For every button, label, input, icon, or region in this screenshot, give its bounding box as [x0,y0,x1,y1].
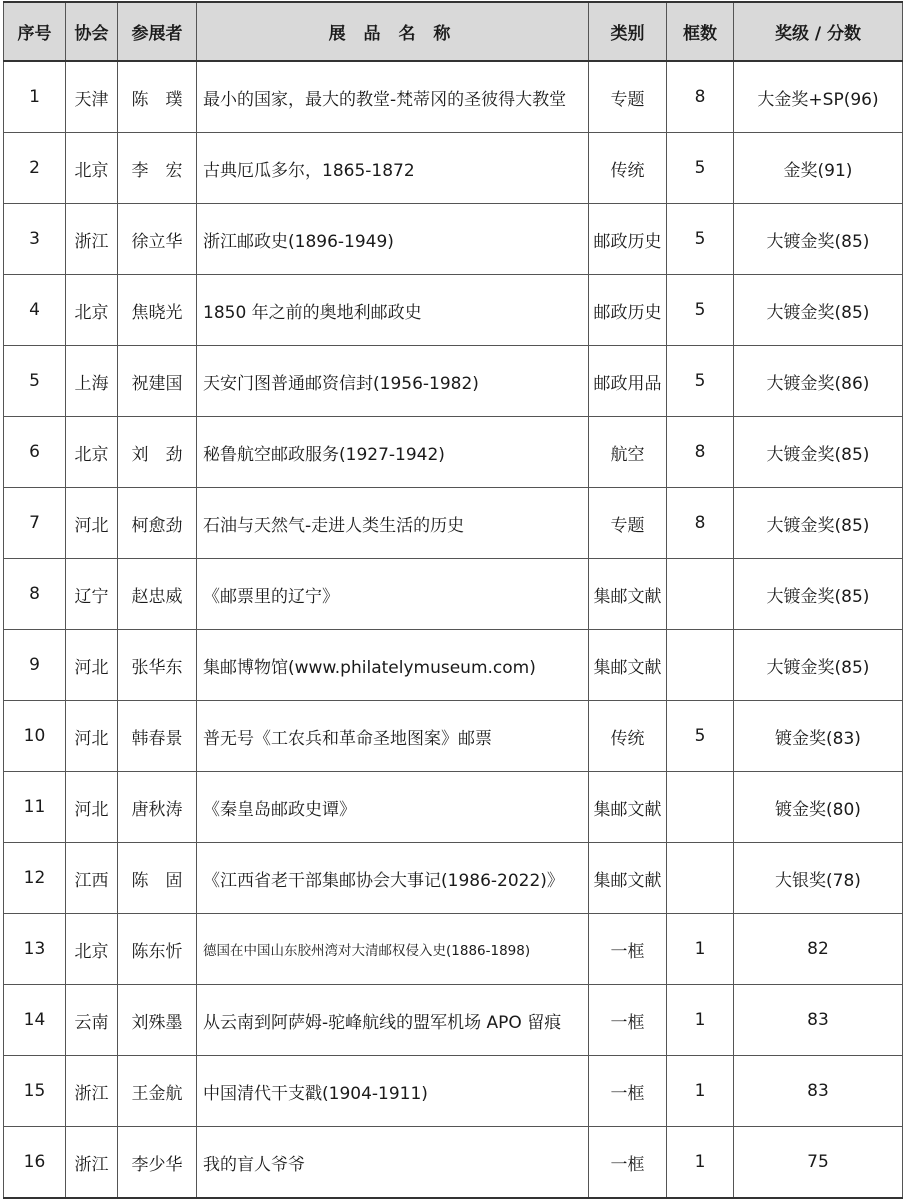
cell-frames [667,843,734,914]
cell-award: 大镀金奖(85) [734,630,903,701]
cell-title: 中国清代干支戳(1904-1911) [197,1056,589,1127]
table-row [4,417,903,488]
cell-association: 云南 [66,985,118,1056]
cell-category: 一框 [589,914,667,985]
cell-title: 浙江邮政史(1896-1949) [197,204,589,275]
cell-award: 大镀金奖(85) [734,559,903,630]
cell-association: 北京 [66,275,118,346]
cell-title: 石油与天然气-走进人类生活的历史 [197,488,589,559]
cell-frames: 8 [667,61,734,133]
cell-association: 河北 [66,488,118,559]
cell-frames: 1 [667,1127,734,1199]
cell-frames: 5 [667,204,734,275]
cell-category: 邮政历史 [589,204,667,275]
cell-association: 浙江 [66,1127,118,1199]
cell-title: 我的盲人爷爷 [197,1127,589,1199]
cell-title: 1850 年之前的奥地利邮政史 [197,275,589,346]
cell-no: 8 [4,559,66,630]
cell-frames: 5 [667,701,734,772]
cell-award: 82 [734,914,903,985]
header-frames: 框数 [667,2,734,61]
cell-exhibitor: 张华东 [118,630,197,701]
cell-category: 专题 [589,488,667,559]
cell-association: 北京 [66,914,118,985]
cell-award: 75 [734,1127,903,1199]
cell-exhibitor: 陈 固 [118,843,197,914]
cell-category: 航空 [589,417,667,488]
cell-frames: 1 [667,985,734,1056]
cell-category: 一框 [589,985,667,1056]
cell-frames: 8 [667,488,734,559]
cell-frames [667,772,734,843]
cell-category: 传统 [589,701,667,772]
table-row [4,630,903,701]
awards-table [3,1,903,1199]
cell-frames: 8 [667,417,734,488]
cell-award: 83 [734,1056,903,1127]
cell-award: 大镀金奖(86) [734,346,903,417]
cell-category: 专题 [589,61,667,133]
cell-category: 传统 [589,133,667,204]
cell-association: 北京 [66,417,118,488]
table-header-row [4,2,903,61]
cell-title: 天安门图普通邮资信封(1956-1982) [197,346,589,417]
cell-exhibitor: 刘殊墨 [118,985,197,1056]
cell-no: 7 [4,488,66,559]
cell-exhibitor: 柯愈劲 [118,488,197,559]
header-no: 序号 [4,2,66,61]
cell-award: 大金奖+SP(96) [734,61,903,133]
cell-no: 4 [4,275,66,346]
cell-no: 2 [4,133,66,204]
cell-title: 《江西省老干部集邮协会大事记(1986-2022)》 [197,843,589,914]
cell-award: 大银奖(78) [734,843,903,914]
cell-title: 从云南到阿萨姆-驼峰航线的盟军机场 APO 留痕 [197,985,589,1056]
cell-exhibitor: 徐立华 [118,204,197,275]
cell-no: 12 [4,843,66,914]
header-award: 奖级 / 分数 [734,2,903,61]
cell-title: 《秦皇岛邮政史谭》 [197,772,589,843]
cell-award: 金奖(91) [734,133,903,204]
cell-no: 10 [4,701,66,772]
cell-category: 集邮文献 [589,630,667,701]
cell-title: 秘鲁航空邮政服务(1927-1942) [197,417,589,488]
table-row [4,275,903,346]
header-association: 协会 [66,2,118,61]
table-row [4,701,903,772]
cell-no: 1 [4,61,66,133]
cell-award: 镀金奖(80) [734,772,903,843]
cell-no: 16 [4,1127,66,1199]
cell-award: 大镀金奖(85) [734,488,903,559]
table-row [4,843,903,914]
cell-exhibitor: 李 宏 [118,133,197,204]
cell-exhibitor: 韩春景 [118,701,197,772]
cell-award: 大镀金奖(85) [734,204,903,275]
cell-exhibitor: 唐秋涛 [118,772,197,843]
cell-frames: 5 [667,133,734,204]
cell-frames [667,630,734,701]
cell-title: 普无号《工农兵和革命圣地图案》邮票 [197,701,589,772]
table-row [4,61,903,133]
cell-exhibitor: 王金航 [118,1056,197,1127]
cell-title: 最小的国家，最大的教堂-梵蒂冈的圣彼得大教堂 [197,61,589,133]
cell-association: 河北 [66,701,118,772]
cell-exhibitor: 陈 璞 [118,61,197,133]
cell-award: 镀金奖(83) [734,701,903,772]
cell-frames [667,559,734,630]
cell-title: 集邮博物馆(www.philatelymuseum.com) [197,630,589,701]
cell-exhibitor: 赵忠威 [118,559,197,630]
cell-title: 古典厄瓜多尔，1865-1872 [197,133,589,204]
cell-category: 一框 [589,1056,667,1127]
cell-exhibitor: 祝建国 [118,346,197,417]
header-category: 类别 [589,2,667,61]
cell-association: 河北 [66,630,118,701]
cell-no: 13 [4,914,66,985]
cell-category: 集邮文献 [589,843,667,914]
cell-category: 集邮文献 [589,559,667,630]
table-row [4,985,903,1056]
cell-exhibitor: 刘 劲 [118,417,197,488]
cell-frames: 5 [667,346,734,417]
cell-association: 江西 [66,843,118,914]
cell-award: 大镀金奖(85) [734,417,903,488]
header-exhibitor: 参展者 [118,2,197,61]
cell-no: 15 [4,1056,66,1127]
cell-association: 河北 [66,772,118,843]
cell-category: 一框 [589,1127,667,1199]
table-body [4,61,903,1198]
cell-category: 邮政用品 [589,346,667,417]
cell-category: 邮政历史 [589,275,667,346]
cell-category: 集邮文献 [589,772,667,843]
cell-association: 天津 [66,61,118,133]
cell-frames: 1 [667,1056,734,1127]
cell-no: 11 [4,772,66,843]
cell-no: 14 [4,985,66,1056]
cell-award: 大镀金奖(85) [734,275,903,346]
table-row [4,488,903,559]
cell-association: 北京 [66,133,118,204]
cell-no: 9 [4,630,66,701]
table-row [4,133,903,204]
table-row [4,204,903,275]
cell-award: 83 [734,985,903,1056]
cell-no: 3 [4,204,66,275]
cell-no: 6 [4,417,66,488]
cell-exhibitor: 焦晓光 [118,275,197,346]
cell-association: 浙江 [66,204,118,275]
header-title: 展 品 名 称 [197,2,589,61]
table-row [4,346,903,417]
cell-association: 浙江 [66,1056,118,1127]
cell-association: 上海 [66,346,118,417]
table-row [4,1127,903,1199]
table-row [4,1056,903,1127]
table-row [4,772,903,843]
cell-title: 《邮票里的辽宁》 [197,559,589,630]
cell-association: 辽宁 [66,559,118,630]
cell-title: 德国在中国山东胶州湾对大清邮权侵入史(1886-1898) [197,914,589,985]
table-row [4,914,903,985]
cell-frames: 5 [667,275,734,346]
table-row [4,559,903,630]
cell-exhibitor: 李少华 [118,1127,197,1199]
cell-frames: 1 [667,914,734,985]
cell-exhibitor: 陈东忻 [118,914,197,985]
cell-no: 5 [4,346,66,417]
